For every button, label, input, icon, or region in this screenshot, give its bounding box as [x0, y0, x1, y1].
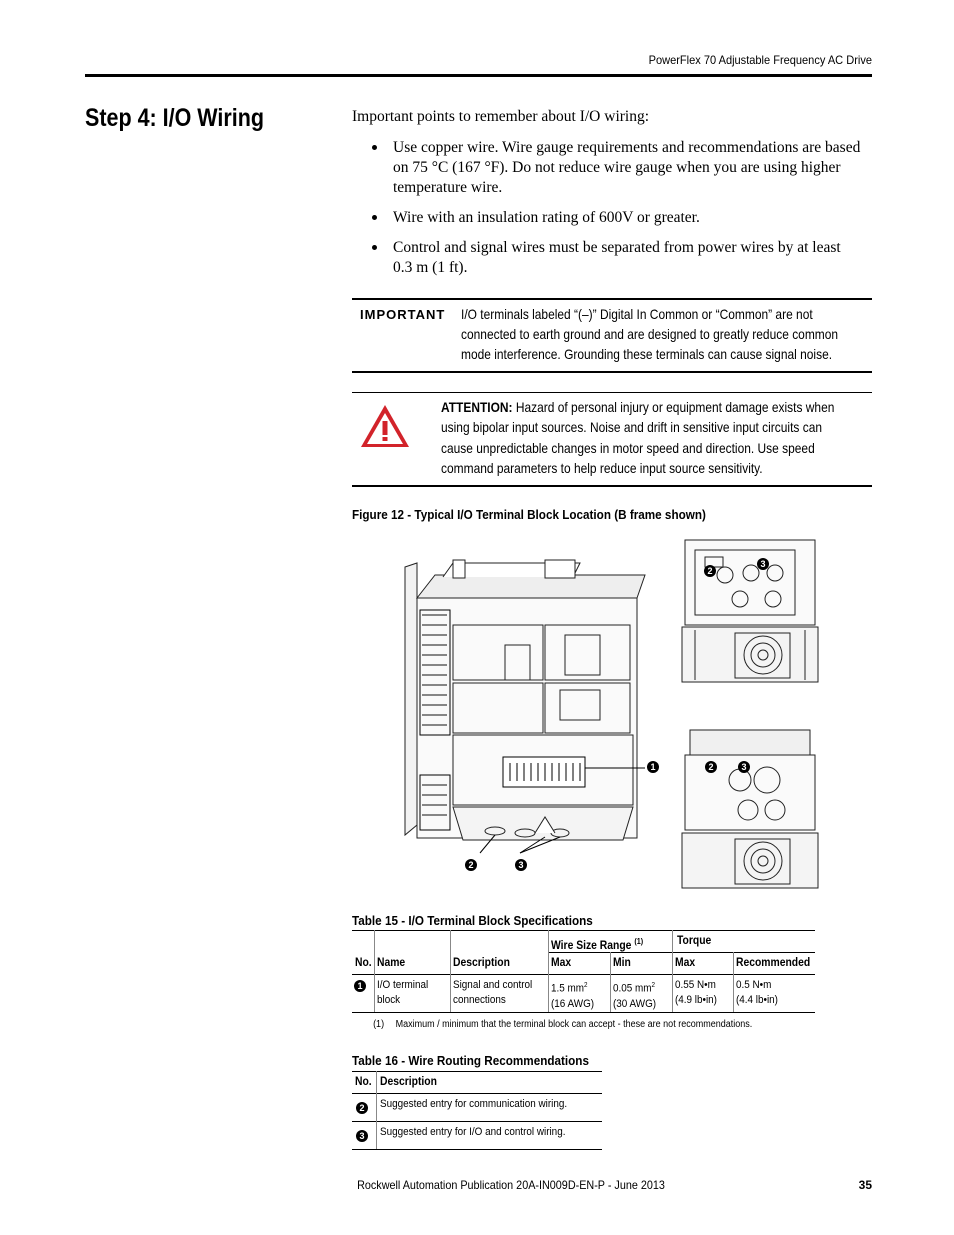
table15-footnote — [373, 1019, 752, 1030]
cell-line: 0.5 N•m — [736, 979, 772, 991]
cell-line: connections — [453, 994, 506, 1006]
cell-torque-max — [675, 978, 717, 1008]
table-rule — [352, 930, 815, 931]
cell-line: (30 AWG) — [613, 997, 657, 1010]
attention-text — [441, 398, 855, 480]
cell-line: block — [377, 994, 401, 1006]
drive-bottom-view — [682, 730, 818, 888]
header-recommended: Recommended — [736, 957, 811, 969]
footnote-ref: (1) — [634, 937, 644, 946]
header-name: Name — [377, 957, 406, 969]
important-bottom-rule — [352, 371, 872, 373]
cell-max — [551, 978, 594, 1012]
callout-1-icon: 1 — [647, 761, 659, 773]
drive-illustration — [395, 535, 835, 890]
table-divider — [374, 930, 375, 1012]
cell-description: Suggested entry for communication wiring. — [380, 1098, 568, 1110]
callout-2-icon: 2 — [356, 1102, 368, 1114]
table-divider — [548, 930, 549, 1012]
important-text: I/O terminals labeled “(–)” Digital In Common or “Common” are not connected to earth ground and are designed to greatly reduce common mode interference. Grounding these terminals can cause signal noise. — [461, 307, 839, 362]
header-no: No. — [355, 1076, 372, 1088]
cell-name — [377, 978, 428, 1008]
table-rule — [352, 1093, 602, 1094]
table-rule — [352, 1071, 602, 1072]
header-description: Description — [380, 1076, 437, 1088]
drive-main-view — [405, 560, 645, 853]
table-rule — [352, 1012, 815, 1013]
callout-3-icon: 3 — [356, 1130, 368, 1142]
important-top-rule — [352, 298, 872, 300]
callout-2-icon: 2 — [704, 565, 716, 577]
attention-bottom-rule — [352, 485, 872, 487]
bullet-text: Use copper wire. Wire gauge requirements and recommendations are based on 75 °C (167 °F). Do not reduce wire gauge when you are using higher temperature wire. — [393, 139, 861, 196]
table16-caption: Table 16 - Wire Routing Recommendations — [352, 1053, 589, 1068]
bullet-text: Wire with an insulation rating of 600V or greater. — [393, 209, 700, 226]
callout-2-icon: 2 — [465, 859, 477, 871]
intro-text: Important points to remember about I/O wiring: — [352, 108, 650, 125]
table-rule — [352, 1149, 602, 1150]
section-title: Step 4: I/O Wiring — [85, 104, 264, 132]
table-divider — [610, 952, 611, 1012]
table-rule — [352, 974, 815, 975]
header-description: Description — [453, 957, 510, 969]
footnote-marker: (1) — [373, 1019, 385, 1030]
table-divider — [450, 930, 451, 1012]
cell-line: (16 AWG) — [551, 997, 595, 1010]
cell-line: (4.9 lb•in) — [675, 994, 717, 1006]
header-wire-size-range — [551, 934, 643, 954]
superscript: 2 — [584, 982, 588, 989]
header-min: Min — [613, 957, 631, 969]
table-rule — [352, 1121, 602, 1122]
cell-line: I/O terminal — [377, 979, 429, 991]
header-rule — [85, 74, 872, 77]
table-divider — [376, 1071, 377, 1149]
bullet-dot — [372, 245, 377, 250]
header-torque: Torque — [677, 935, 712, 947]
superscript: 2 — [651, 982, 656, 989]
table-divider — [733, 952, 734, 1012]
bullet-dot — [372, 145, 377, 150]
callout-3-icon: 3 — [738, 761, 750, 773]
running-header: PowerFlex 70 Adjustable Frequency AC Drive — [648, 53, 872, 67]
wire-size-range-label: Wire Size Range — [551, 939, 632, 952]
callout-2-icon: 2 — [705, 761, 717, 773]
header-no: No. — [355, 957, 372, 969]
figure-caption: Figure 12 - Typical I/O Terminal Block Location (B frame shown) — [352, 507, 706, 522]
footer-publication: Rockwell Automation Publication 20A-IN009D-EN-P - June 2013 — [357, 1178, 665, 1192]
header-max: Max — [551, 957, 572, 969]
header-torque-max: Max — [675, 957, 696, 969]
cell-line: Signal and control — [453, 979, 533, 991]
drive-top-view — [682, 540, 818, 682]
cell-line: 0.05 mm — [613, 982, 652, 995]
cell-description: Suggested entry for I/O and control wiring. — [380, 1126, 566, 1138]
important-label: IMPORTANT — [360, 307, 446, 322]
table-divider — [672, 930, 673, 1012]
attention-body: Hazard of personal injury or equipment damage exists when using bipolar input sources. Noise and drift in sensitive input circuits can cause unpredictable changes in motor speed and direction. Use speed command parameters to help reduce input source sensitivity. — [441, 400, 835, 477]
callout-3-icon: 3 — [515, 859, 527, 871]
bullet-dot — [372, 215, 377, 220]
cell-line: 0.55 N•m — [675, 979, 716, 991]
attention-label: ATTENTION: — [441, 400, 513, 415]
callout-3-icon: 3 — [757, 558, 769, 570]
attention-top-rule — [352, 392, 872, 393]
cell-description — [453, 978, 532, 1008]
cell-line: (4.4 lb•in) — [736, 994, 778, 1006]
callout-1-icon: 1 — [354, 980, 366, 992]
cell-recommended — [736, 978, 778, 1008]
bullet-text: Control and signal wires must be separated from power wires by at least 0.3 m (1 ft). — [393, 239, 841, 276]
footnote-text: Maximum / minimum that the terminal block can accept - these are not recommendations. — [395, 1019, 753, 1030]
table15-caption: Table 15 - I/O Terminal Block Specifications — [352, 913, 593, 928]
cell-line: 1.5 mm — [551, 982, 585, 995]
page-number: 35 — [858, 1178, 872, 1192]
warning-triangle-icon — [359, 403, 411, 449]
cell-min — [613, 978, 656, 1012]
